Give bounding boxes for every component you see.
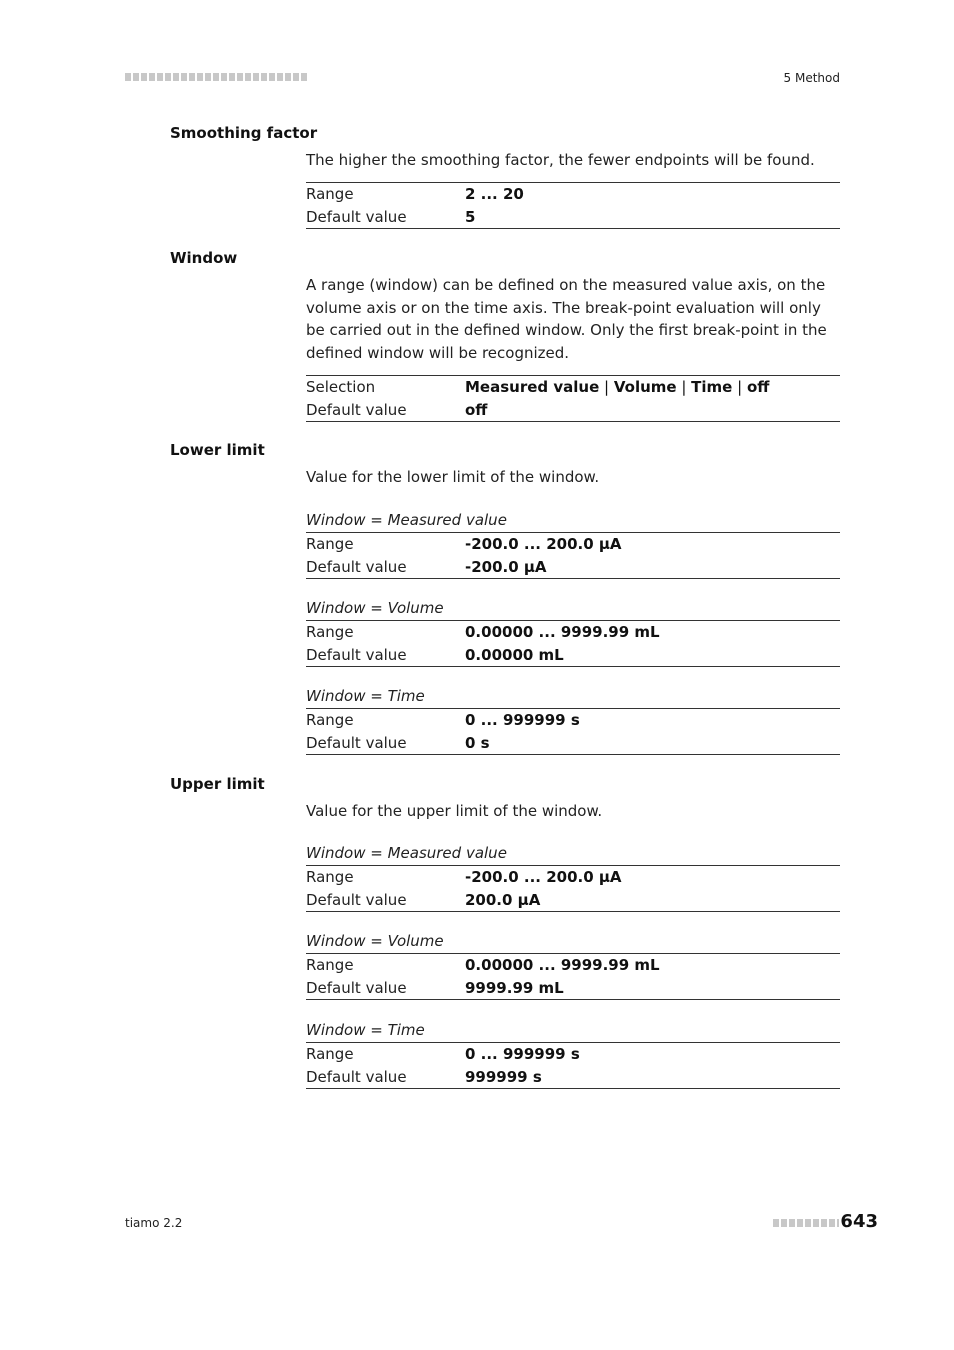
parameter-table [306, 1042, 840, 1089]
section-description: The higher the smoothing factor, the fewer endpoints will be found. [306, 151, 815, 169]
default-label: Default value [306, 400, 407, 419]
default-value: 200.0 µA [465, 890, 541, 909]
default-row [306, 1066, 840, 1089]
range-row [306, 1043, 840, 1066]
default-label: Default value [306, 1067, 407, 1086]
group-caption: Window = Volume [306, 932, 444, 950]
range-row [306, 533, 840, 556]
section-title: Upper limit [170, 775, 265, 793]
option-volume: Volume [613, 378, 677, 396]
parameter-table [306, 953, 840, 1000]
parameter-table [306, 708, 840, 755]
group-caption: Window = Time [306, 687, 425, 705]
default-value: -200.0 µA [465, 557, 547, 576]
parameter-table [306, 375, 840, 422]
range-label: Range [306, 956, 354, 974]
default-row [306, 556, 840, 579]
default-label: Default value [306, 733, 407, 752]
default-row [306, 977, 840, 1000]
range-value: 0.00000 ... 9999.99 mL [465, 623, 660, 641]
default-label: Default value [306, 207, 407, 226]
default-row [306, 206, 840, 229]
selection-row [306, 376, 840, 399]
option-separator: | [676, 378, 692, 396]
default-value: 5 [465, 207, 476, 226]
header-decoration [125, 73, 307, 81]
range-value: 2 ... 20 [465, 185, 524, 203]
default-value: 9999.99 mL [465, 978, 564, 997]
group-caption: Window = Measured value [306, 844, 507, 862]
option-off: off [746, 378, 770, 396]
default-value: off [465, 400, 488, 419]
range-label: Range [306, 185, 354, 203]
default-row [306, 732, 840, 755]
parameter-table [306, 865, 840, 912]
option-separator: | [599, 378, 614, 396]
selection-label: Selection [306, 378, 376, 396]
default-label: Default value [306, 557, 407, 576]
range-label: Range [306, 1045, 354, 1063]
range-row [306, 954, 840, 977]
selection-options [465, 376, 769, 399]
section-description: Value for the lower limit of the window. [306, 468, 600, 486]
option-measured-value: Measured value [465, 378, 600, 396]
option-time: Time [691, 378, 733, 396]
range-label: Range [306, 711, 354, 729]
range-value: 0 ... 999999 s [465, 711, 580, 729]
range-row [306, 866, 840, 889]
range-value: 0.00000 ... 9999.99 mL [465, 956, 660, 974]
range-row [306, 183, 840, 206]
page-number: 643 [840, 1211, 878, 1232]
group-caption: Window = Volume [306, 599, 444, 617]
range-row [306, 709, 840, 732]
default-row [306, 889, 840, 912]
default-value: 999999 s [465, 1067, 542, 1086]
range-row [306, 621, 840, 644]
default-label: Default value [306, 890, 407, 909]
footer-decoration [773, 1219, 839, 1227]
default-row [306, 399, 840, 422]
section-description: A range (window) can be defined on the measured value axis, on the volume axis or on the time axis. The break-point evaluation will only be carried out in the defined window. Only the first break-point in the defined window will be recognized. [306, 276, 827, 362]
default-value: 0 s [465, 733, 490, 752]
section-title: Smoothing factor [170, 124, 318, 142]
default-label: Default value [306, 645, 407, 664]
default-label: Default value [306, 978, 407, 997]
default-row [306, 644, 840, 667]
product-name: tiamo 2.2 [125, 1216, 183, 1230]
option-separator: | [732, 378, 747, 396]
section-description: Value for the upper limit of the window. [306, 802, 603, 820]
parameter-table [306, 182, 840, 229]
group-caption: Window = Time [306, 1021, 425, 1039]
parameter-table [306, 532, 840, 579]
default-value: 0.00000 mL [465, 645, 564, 664]
range-value: 0 ... 999999 s [465, 1045, 580, 1063]
range-label: Range [306, 535, 354, 553]
range-value: -200.0 ... 200.0 µA [465, 535, 622, 553]
range-value: -200.0 ... 200.0 µA [465, 868, 622, 886]
group-caption: Window = Measured value [306, 511, 507, 529]
range-label: Range [306, 623, 354, 641]
section-title: Lower limit [170, 441, 265, 459]
section-title: Window [170, 249, 238, 267]
parameter-table [306, 620, 840, 667]
chapter-title: 5 Method [783, 71, 840, 85]
range-label: Range [306, 868, 354, 886]
